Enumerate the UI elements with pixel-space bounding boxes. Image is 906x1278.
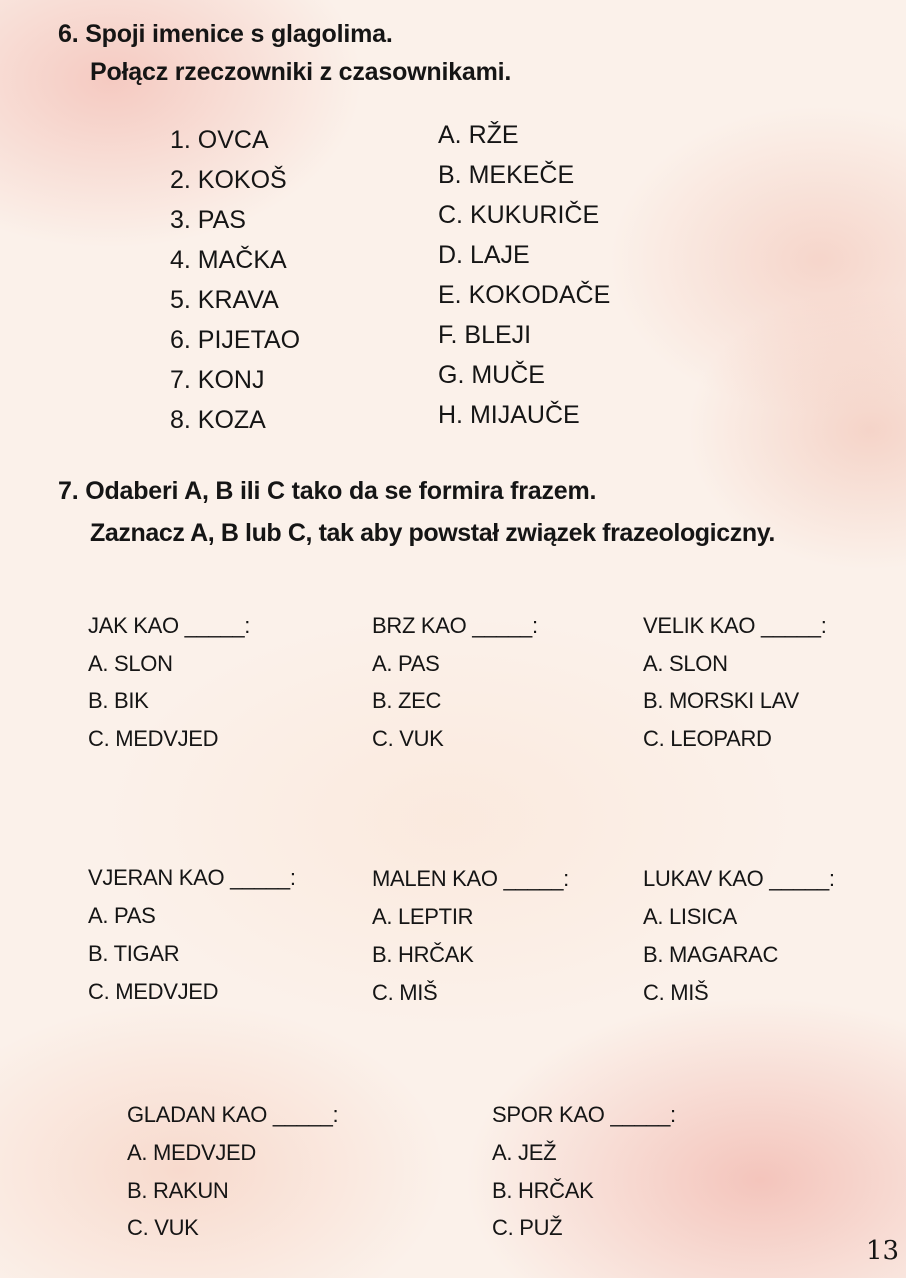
task7-title-hr: 7. Odaberi A, B ili C tako da se formira frazem. xyxy=(58,477,597,505)
question-brz: BRZ KAO _____: xyxy=(372,613,538,638)
question-spor: SPOR KAO _____: xyxy=(492,1102,676,1127)
option-a: A. LISICA xyxy=(643,904,737,929)
option-b: B. MORSKI LAV xyxy=(643,688,799,713)
option-b: B. RAKUN xyxy=(127,1178,229,1203)
verb-h: H. MIJAUČE xyxy=(438,401,580,429)
task6-title-hr: 6. Spoji imenice s glagolima. xyxy=(58,20,393,48)
verb-a: A. RŽE xyxy=(438,121,519,149)
option-a: A. MEDVJED xyxy=(127,1140,257,1165)
option-a: A. PAS xyxy=(372,651,440,676)
verb-e: E. KOKODAČE xyxy=(438,281,611,309)
option-c: C. PUŽ xyxy=(492,1215,563,1240)
verb-d: D. LAJE xyxy=(438,241,530,269)
verb-f: F. BLEJI xyxy=(438,321,532,349)
verb-c: C. KUKURIČE xyxy=(438,201,600,229)
option-a: A. SLON xyxy=(643,651,728,676)
option-a: A. LEPTIR xyxy=(372,904,474,929)
noun-7: 7. KONJ xyxy=(170,366,265,394)
option-c: C. VUK xyxy=(372,726,444,751)
noun-2: 2. KOKOŠ xyxy=(170,166,287,194)
option-c: C. MIŠ xyxy=(372,980,438,1005)
verb-b: B. MEKEČE xyxy=(438,161,575,189)
option-b: B. ZEC xyxy=(372,688,442,713)
option-b: B. HRČAK xyxy=(372,942,474,967)
task7-title-pl: Zaznacz A, B lub C, tak aby powstał związek frazeologiczny. xyxy=(90,519,775,547)
noun-1: 1. OVCA xyxy=(170,126,269,154)
question-vjeran: VJERAN KAO _____: xyxy=(88,865,296,890)
noun-5: 5. KRAVA xyxy=(170,286,279,314)
noun-6: 6. PIJETAO xyxy=(170,326,301,354)
question-lukav: LUKAV KAO _____: xyxy=(643,866,835,891)
option-a: A. SLON xyxy=(88,651,173,676)
option-a: A. PAS xyxy=(88,903,156,928)
task6-title-pl: Połącz rzeczowniki z czasownikami. xyxy=(90,58,512,86)
option-a: A. JEŽ xyxy=(492,1140,557,1165)
question-malen: MALEN KAO _____: xyxy=(372,866,569,891)
question-velik: VELIK KAO _____: xyxy=(643,613,827,638)
option-b: B. TIGAR xyxy=(88,941,180,966)
option-c: C. MIŠ xyxy=(643,980,709,1005)
option-c: C. VUK xyxy=(127,1215,199,1240)
option-b: B. HRČAK xyxy=(492,1178,594,1203)
option-c: C. MEDVJED xyxy=(88,979,219,1004)
noun-4: 4. MAČKA xyxy=(170,246,287,274)
question-jak: JAK KAO _____: xyxy=(88,613,251,638)
page-number: 13 xyxy=(866,1236,900,1266)
verb-g: G. MUČE xyxy=(438,361,545,389)
option-b: B. BIK xyxy=(88,688,149,713)
noun-8: 8. KOZA xyxy=(170,406,266,434)
question-gladan: GLADAN KAO _____: xyxy=(127,1102,339,1127)
option-c: C. LEOPARD xyxy=(643,726,772,751)
noun-3: 3. PAS xyxy=(170,206,246,234)
option-c: C. MEDVJED xyxy=(88,726,219,751)
option-b: B. MAGARAC xyxy=(643,942,779,967)
